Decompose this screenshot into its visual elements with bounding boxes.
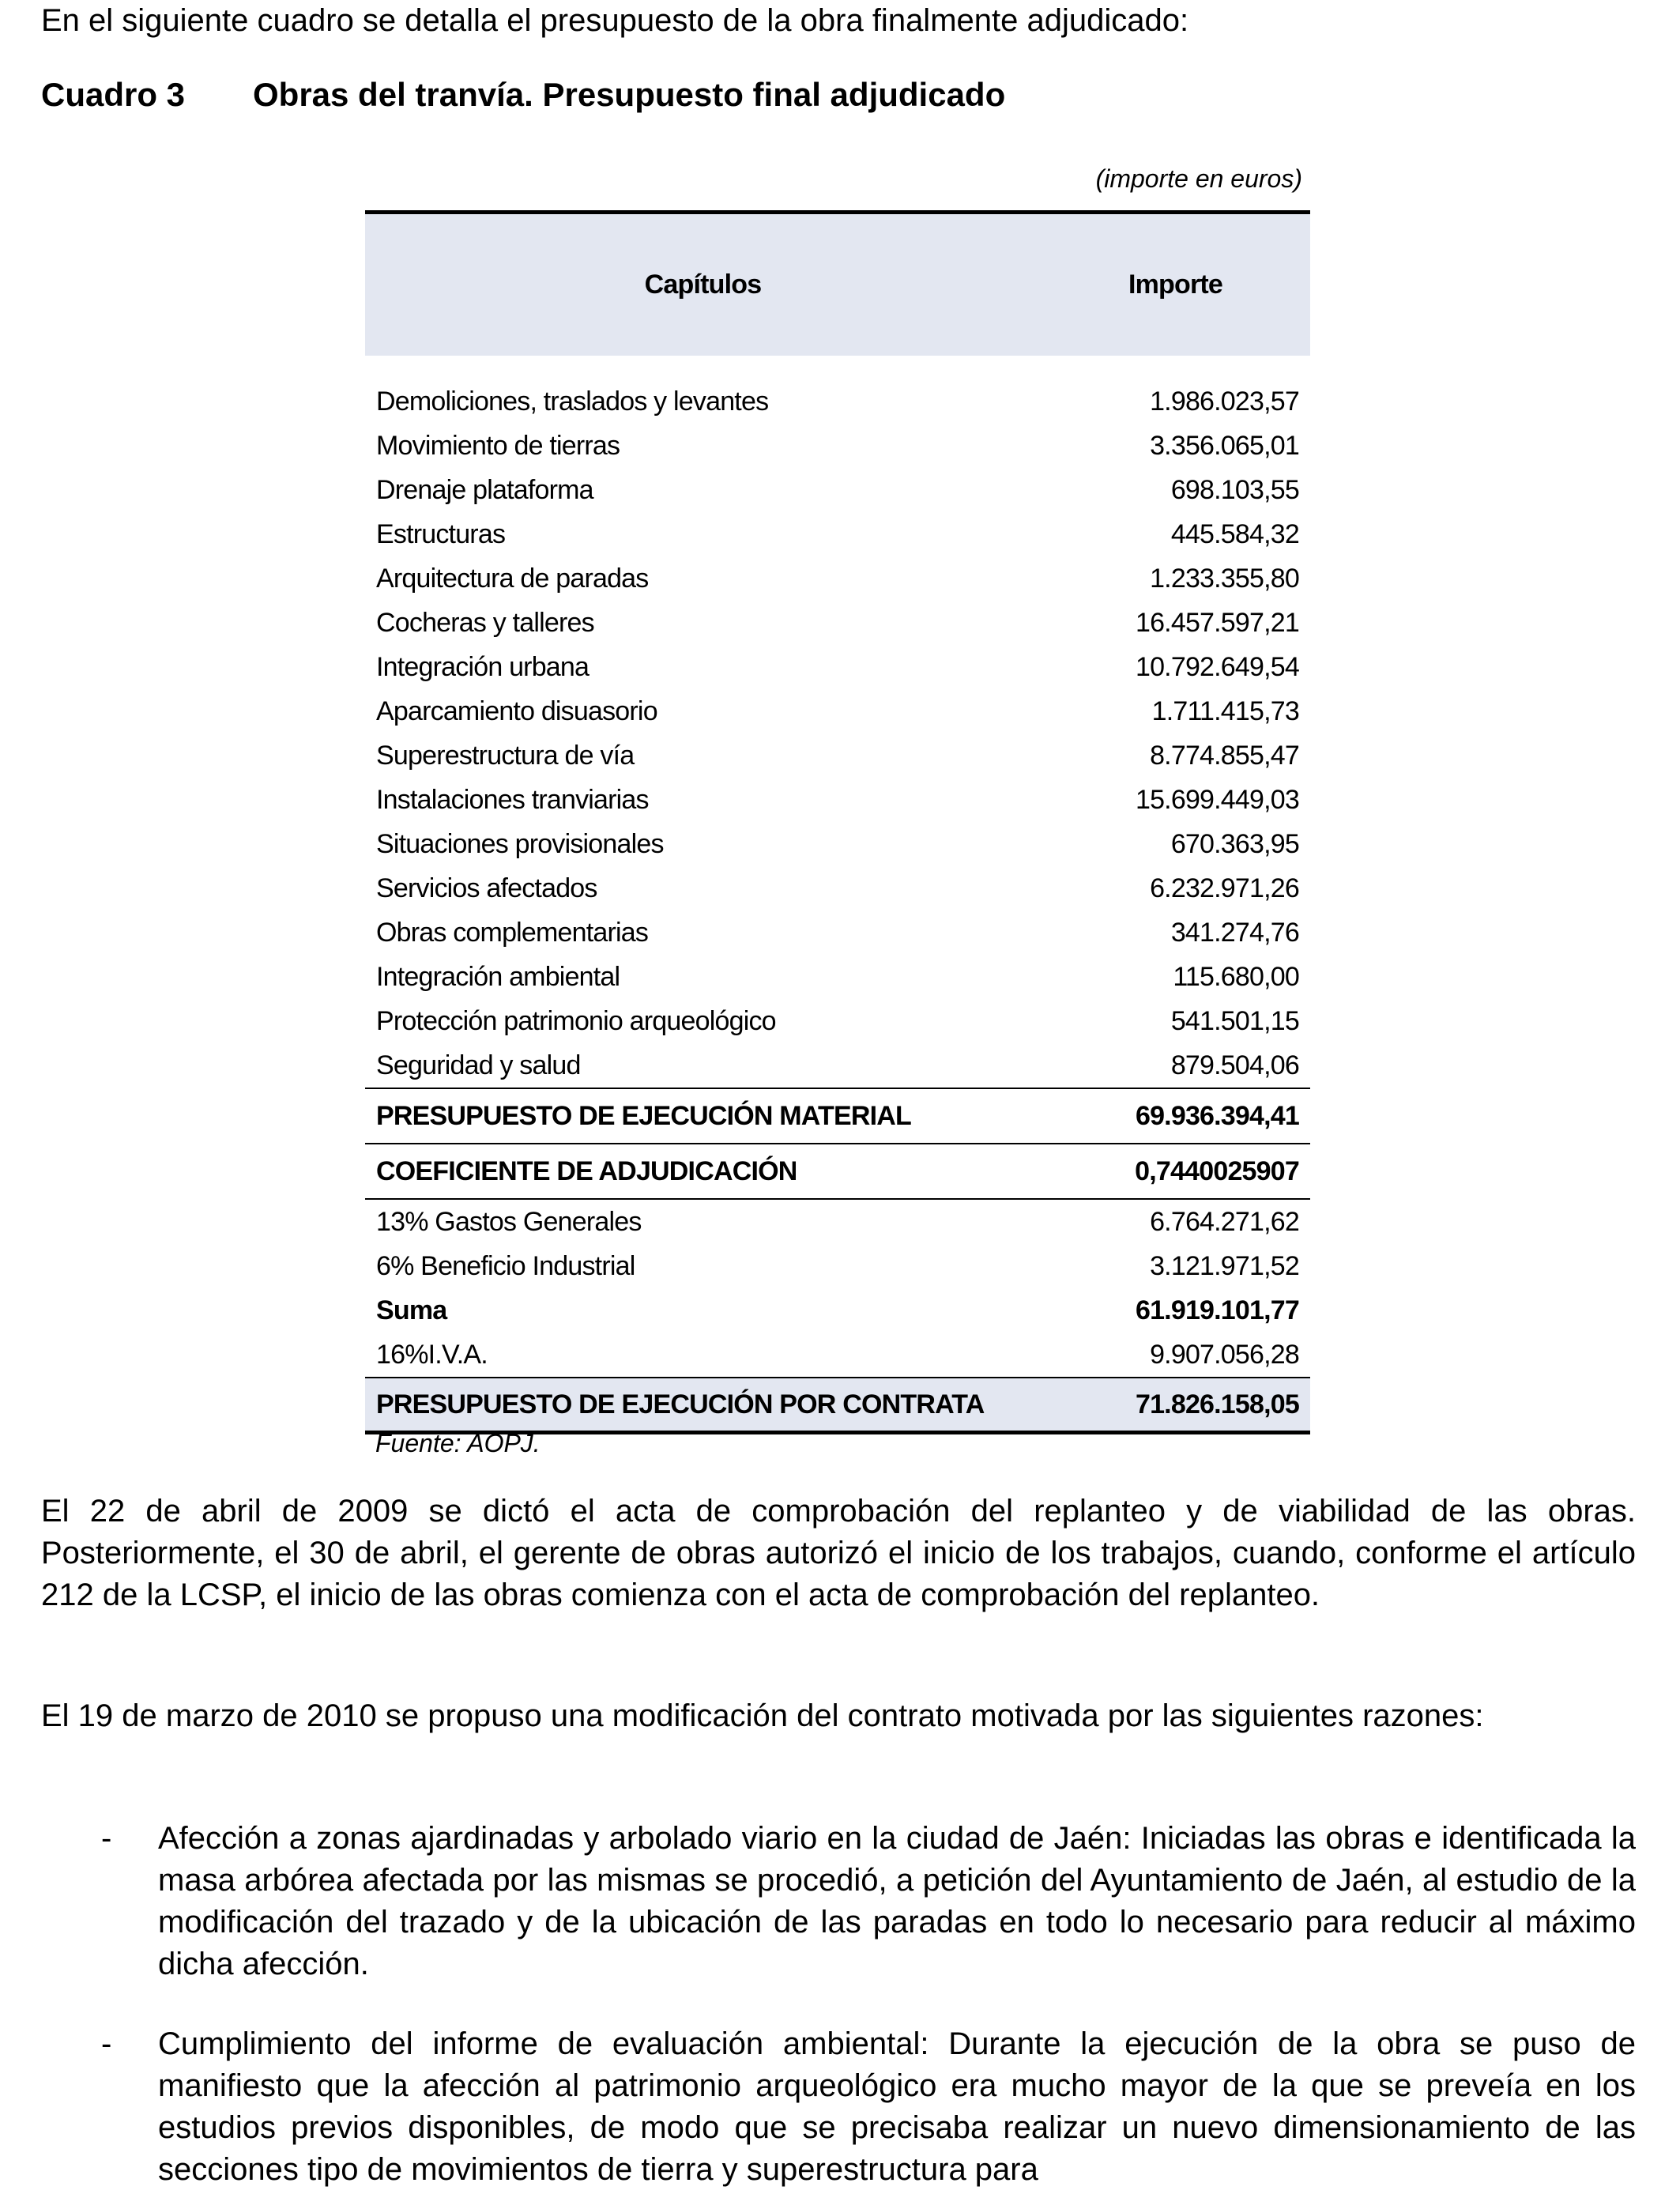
row-label: Drenaje plataforma — [376, 474, 593, 505]
header-chapters: Capítulos — [644, 270, 762, 300]
row-label: Obras complementarias — [376, 917, 649, 948]
row-label: Suma — [376, 1295, 447, 1325]
pec-label: PRESUPUESTO DE EJECUCIÓN POR CONTRATA — [376, 1389, 985, 1419]
row-value: 3.121.971,52 — [1150, 1250, 1299, 1281]
pem-value: 69.936.394,41 — [1135, 1100, 1299, 1131]
table-row — [365, 999, 1310, 1043]
extra-row-sum — [365, 1288, 1310, 1333]
row-label: Superestructura de vía — [376, 740, 635, 771]
row-value: 8.774.855,47 — [1150, 740, 1299, 771]
row-value: 341.274,76 — [1170, 917, 1299, 948]
row-label: Movimiento de tierras — [376, 430, 620, 461]
row-label: Cocheras y talleres — [376, 607, 594, 638]
coef-row — [365, 1143, 1310, 1200]
row-value: 10.792.649,54 — [1135, 651, 1299, 682]
table-row — [365, 955, 1310, 999]
row-value: 6.764.271,62 — [1150, 1206, 1299, 1237]
caption-title: Obras del tranvía. Presupuesto final adjudicado — [253, 76, 1006, 113]
row-label: Situaciones provisionales — [376, 828, 664, 859]
table-row — [365, 556, 1310, 601]
row-label: Arquitectura de paradas — [376, 563, 649, 594]
row-label: Servicios afectados — [376, 873, 597, 903]
row-label: Integración urbana — [376, 651, 590, 682]
table-row — [365, 1043, 1310, 1088]
body-paragraph: El 22 de abril de 2009 se dictó el acta de comprobación del replanteo y de viabilidad de las obras. Posteriormente, el 30 de abril, el gerente de obras autorizó el inicio de los trabajos, cuando, conforme el artículo 212 de la LCSP, el inicio de las obras comienza con el acta de comprobación del replanteo. — [41, 1494, 1636, 1612]
extra-row-vat — [365, 1333, 1310, 1377]
pem-label: PRESUPUESTO DE EJECUCIÓN MATERIAL — [376, 1100, 911, 1131]
table-source: Fuente: AOPJ. — [375, 1429, 541, 1457]
row-value: 61.919.101,77 — [1135, 1295, 1299, 1325]
row-value: 1.986.023,57 — [1150, 386, 1299, 417]
budget-table — [365, 210, 1310, 1434]
row-label: Seguridad y salud — [376, 1050, 581, 1080]
table-row — [365, 733, 1310, 778]
row-value: 9.907.056,28 — [1150, 1339, 1299, 1370]
table-header — [365, 210, 1310, 356]
table-units-note: (importe en euros) — [1095, 164, 1302, 193]
bullet-item: Cumplimiento del informe de evaluación ambiental: Durante la ejecución de la obra se puso de manifiesto que la afección al patrimonio arqueológico era mucho mayor de la que se preveía en los estudios previos disponibles, de modo que se precisaba realizar un nuevo dimensionamiento de las secciones tipo de movimientos de tierra y superestructura para — [158, 2026, 1636, 2187]
bullet-marker: - — [101, 2026, 112, 2061]
table-row — [365, 468, 1310, 512]
extra-row-general-expenses — [365, 1200, 1310, 1244]
coef-value: 0,7440025907 — [1135, 1155, 1299, 1186]
row-value: 541.501,15 — [1170, 1005, 1299, 1036]
intro-paragraph: En el siguiente cuadro se detalla el presupuesto de la obra finalmente adjudicado: — [41, 3, 1189, 38]
table-row — [365, 645, 1310, 689]
coef-label: COEFICIENTE DE ADJUDICACIÓN — [376, 1155, 797, 1186]
header-amount: Importe — [1128, 270, 1223, 300]
table-row — [365, 512, 1310, 556]
bullet-marker: - — [101, 1821, 112, 1856]
pec-value: 71.826.158,05 — [1135, 1389, 1299, 1419]
caption-number: Cuadro 3 — [41, 76, 186, 113]
bullet-item: Afección a zonas ajardinadas y arbolado viario en la ciudad de Jaén: Iniciadas las obras e identificada la masa arbórea afectada por las mismas se procedió, a petición del Ayuntamiento de Jaén, al estudio de la modificación del trazado y de la ubicación de las paradas en todo lo necesario para reducir al máximo dicha afección. — [158, 1821, 1636, 1981]
row-value: 879.504,06 — [1170, 1050, 1299, 1080]
row-value: 670.363,95 — [1170, 828, 1299, 859]
row-value: 6.232.971,26 — [1150, 873, 1299, 903]
table-row — [365, 778, 1310, 822]
table-row — [365, 689, 1310, 733]
row-value: 1.711.415,73 — [1151, 696, 1299, 726]
body-paragraph: El 19 de marzo de 2010 se propuso una modificación del contrato motivada por las siguientes razones: — [41, 1698, 1484, 1733]
row-label: 16%I.V.A. — [376, 1339, 488, 1370]
table-row — [365, 379, 1310, 424]
table-row — [365, 822, 1310, 866]
row-value: 15.699.449,03 — [1135, 784, 1299, 815]
row-value: 115.680,00 — [1173, 961, 1299, 992]
row-label: Demoliciones, traslados y levantes — [376, 386, 769, 417]
row-label: 13% Gastos Generales — [376, 1206, 642, 1237]
table-row — [365, 601, 1310, 645]
row-value: 698.103,55 — [1170, 474, 1299, 505]
row-value: 16.457.597,21 — [1135, 607, 1299, 638]
row-label: Aparcamiento disuasorio — [376, 696, 657, 726]
extra-row-industrial-profit — [365, 1244, 1310, 1288]
row-label: Protección patrimonio arqueológico — [376, 1005, 776, 1036]
table-body — [365, 356, 1310, 1434]
row-value: 445.584,32 — [1170, 518, 1299, 549]
table-row — [365, 424, 1310, 468]
table-row — [365, 910, 1310, 955]
row-label: Estructuras — [376, 518, 506, 549]
row-label: 6% Beneficio Industrial — [376, 1250, 635, 1281]
table-caption — [41, 76, 1005, 114]
row-label: Instalaciones tranviarias — [376, 784, 649, 815]
pec-row — [365, 1377, 1310, 1434]
pem-row — [365, 1088, 1310, 1143]
table-row — [365, 866, 1310, 910]
row-label: Integración ambiental — [376, 961, 620, 992]
row-value: 3.356.065,01 — [1150, 430, 1299, 461]
row-value: 1.233.355,80 — [1150, 563, 1299, 594]
